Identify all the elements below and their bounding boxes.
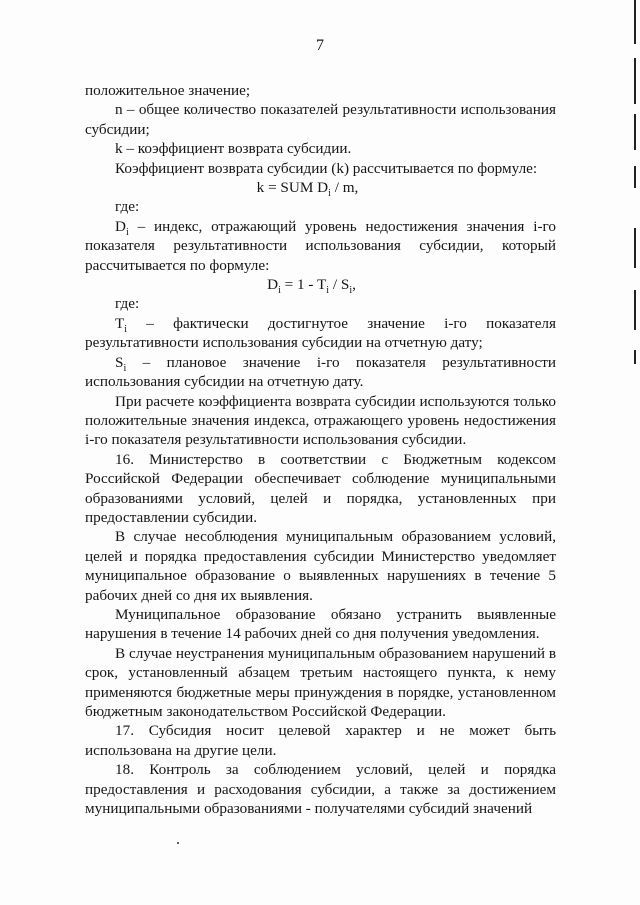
symbol-subscript: i [124, 323, 128, 335]
scan-edge-mark [634, 290, 636, 330]
paragraph: где: [115, 198, 140, 216]
paragraph: 17. Субсидия носит целевой характер и не может быть использована на другие цели. [85, 722, 556, 759]
scan-speck [177, 842, 179, 844]
formula-subscript: i [278, 285, 281, 297]
scan-edge-mark [634, 0, 636, 44]
paragraph: где: [115, 295, 140, 313]
paragraph [85, 217, 556, 275]
page-number: 7 [316, 37, 324, 54]
formula-part: = 1 - T [280, 276, 327, 294]
symbol-subscript: i [123, 362, 127, 374]
paragraph: 18. Контроль за соблюдением условий, целей и порядка предоставления и расходования субсидии, а также за достижением муниципальными образованиями - получателями субсидий значений [85, 761, 556, 818]
body-text [85, 81, 556, 818]
symbol: D [115, 217, 126, 235]
formula-part: k = SUM D [256, 179, 329, 197]
formula-part: D [267, 276, 279, 294]
paragraph: В случае неустранения муниципальным образованием нарушений в срок, установленный абзацем третьим настоящего пункта, к нему применяются бюджетные меры принуждения в порядке, установленном бюджетным законодательством Российской Федерации. [85, 644, 556, 720]
definition-text: – фактически достигнутое значение i-го показателя результативности использования субсидии на отчетную дату; [85, 314, 556, 352]
paragraph: 16. Министерство в соответствии с Бюджетным кодексом Российской Федерации обеспечивает соблюдение муниципальными образованиями условий, целей и порядка, установленных при предоставлении субсидии. [85, 450, 556, 526]
symbol: S [115, 353, 124, 371]
formula-subscript: i [349, 285, 353, 297]
paragraph: n – общее количество показателей результативности использования субсидии; [85, 101, 556, 138]
paragraph: k – коэффициент возврата субсидии. [115, 140, 352, 158]
paragraph: При расчете коэффициента возврата субсидии используются только положительные значения индекса, отражающего уровень недостижения i-го показателя результативности использования субсидии. [85, 392, 556, 449]
formula-return-coefficient [85, 178, 556, 200]
paragraph: Коэффициент возврата субсидии (k) рассчитывается по формуле: [115, 159, 538, 177]
paragraph [85, 314, 556, 353]
symbol: T [115, 314, 125, 332]
scan-edge-mark [634, 228, 636, 268]
formula-part: / S [329, 276, 350, 294]
formula-index [85, 275, 556, 297]
paragraph: Муниципальное образование обязано устранить выявленные нарушения в течение 14 рабочих дней со дня получения уведомления. [85, 605, 556, 643]
scan-edge-mark [634, 166, 636, 188]
symbol-subscript: i [125, 226, 129, 238]
scan-edge-mark [634, 350, 636, 364]
paragraph [85, 353, 556, 392]
scan-edge-mark [634, 114, 636, 150]
definition-text: – плановое значение i-го показателя результативности использования субсидии на отчетную дату. [85, 353, 556, 391]
formula-part: / m, [330, 179, 359, 197]
formula-subscript: i [326, 285, 330, 297]
formula-part: , [352, 276, 356, 294]
definition-text: – индекс, отражающий уровень недостижения значения i-го показателя результативности использования субсидии, который рассчитывается по формуле: [85, 217, 556, 274]
scan-edge-mark [634, 58, 636, 104]
paragraph: положительное значение; [85, 82, 251, 99]
paragraph: В случае несоблюдения муниципальным образованием условий, целей и порядка предоставления субсидии Министерство уведомляет муниципальное образование о выявленных нарушениях в течение 5 рабочих дней со дня их выявления. [85, 528, 556, 604]
formula-subscript: i [328, 188, 331, 200]
